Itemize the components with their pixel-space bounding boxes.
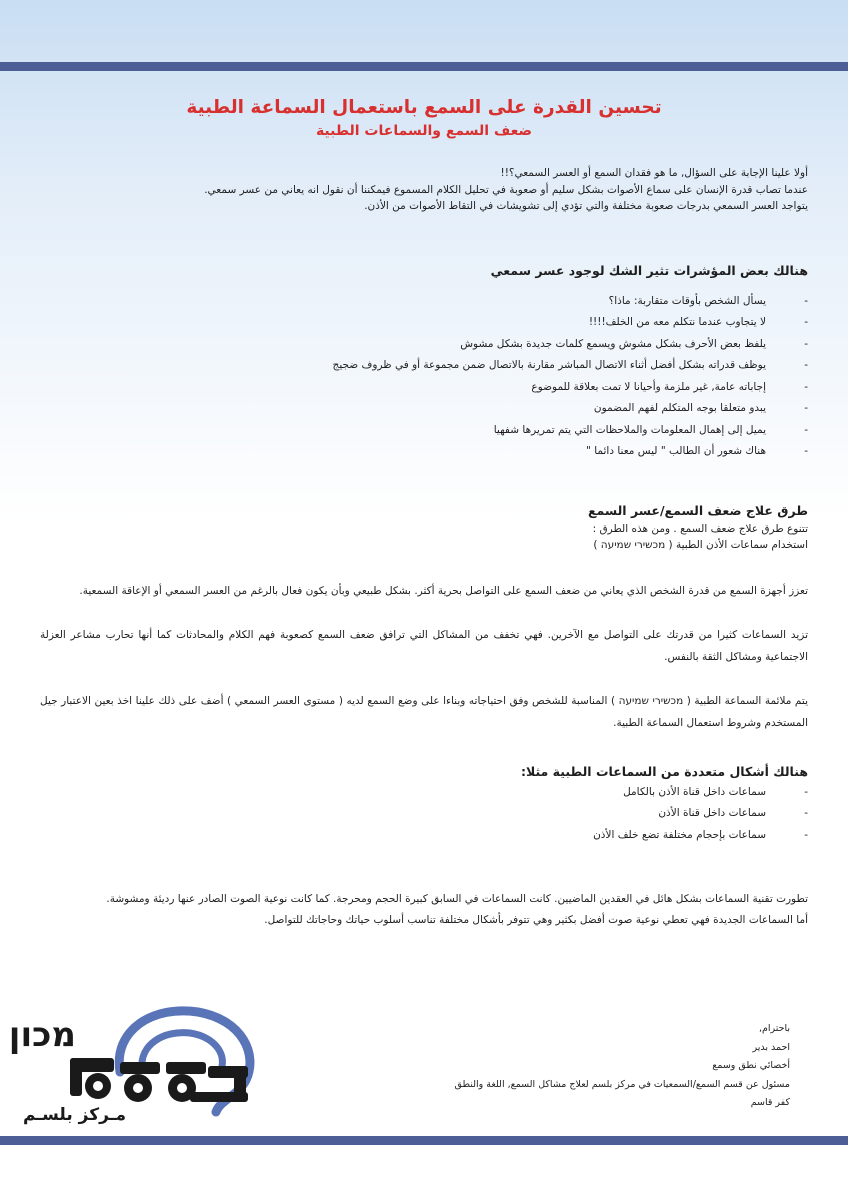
bottom-accent-bar (0, 1136, 848, 1145)
treatment-section (40, 501, 808, 734)
treatment-paragraph: يتم ملائمة السماعة الطبية ( מכשירי שמיעה ) المناسبة للشخص وفق احتياجاته وبناءا على وضع السمع لديه ( مستوى العسر السمعي ) أضف على ذلك علينا اخذ بعين الاعتبار جيل المستخدم وشروط استعمال السماعة الطبية. (40, 694, 808, 729)
balsam-center-logo (8, 1000, 268, 1125)
intro-line: أولا علينا الإجابة على السؤال, ما هو فقدان السمع أو العسر السمعي؟!! (500, 167, 808, 179)
page-subtitle: ضعف السمع والسماعات الطبية (315, 123, 533, 139)
list-item: - إجاباته عامة, غير ملزمة وأحيانا لا تمت بعلاقة للموضوع (40, 377, 808, 399)
intro-line: عندما تصاب قدرة الإنسان على سماع الأصوات بشكل سليم أو صعوبة في تحليل الكلام المسموع فيمكننا أن نقول انه يعاني من عسر سمعي. (204, 183, 808, 196)
list-item: - سماعات داخل قناة الأذن بالكامل (40, 782, 808, 804)
intro-section (40, 165, 808, 215)
treatment-paragraph: تعزز أجهزة السمع من قدرة الشخص الذي يعاني من ضعف السمع على التواصل بحرية أكثر. بشكل طبيعي وبأن يكون فعال بالرغم من العسر السمعي أو الإعاقة السمعية. (79, 584, 808, 597)
logo-hebrew-text: מכון (8, 1015, 76, 1055)
types-heading: هنالك أشكال متعددة من السماعات الطبية مثلا: (520, 763, 808, 779)
closing-paragraph: تطورت تقنية السماعات بشكل هائل في العقدين الماضيين. كانت السماعات في السابق كبيرة الحجم ومحرجة. كما كانت نوعية الصوت الصادر عنها ردیئة ومشوشة. (106, 893, 808, 905)
indicators-section (40, 261, 808, 463)
signature-block (300, 1020, 790, 1113)
list-item: - يبدو متعلقا بوجه المتكلم لفهم المضمون (40, 398, 808, 420)
treatment-paragraph: تزيد السماعات كثيرا من قدرتك على التواصل مع الآخرين. فهي تخفف من المشاكل التي ترافق ضعف السمع كصعوبة فهم الكلام والمحادثات كما أنها تحارب مشاعر العزلة الاجتماعية ومشاكل الثقة بالنفس. (40, 628, 808, 663)
list-item: - لا يتجاوب عندما نتكلم معه من الخلف!!!! (40, 312, 808, 334)
signature-line: أخصائي نطق وسمع (712, 1060, 790, 1071)
signature-line: باحترام, (758, 1023, 790, 1034)
types-list (40, 782, 808, 847)
top-accent-bar (0, 62, 848, 71)
list-item: - سماعات بإحجام مختلفة تضع خلف الأذن (40, 825, 808, 847)
treatment-line: استخدام سماعات الأذن الطبية ( מכשירי שמיעה ) (593, 539, 808, 551)
list-item: - سماعات داخل قناة الأذن (40, 803, 808, 825)
document-body (40, 95, 808, 930)
types-section (40, 762, 808, 847)
logo-arabic-text: مـركز بلسـم (22, 1105, 126, 1125)
intro-line: يتواجد العسر السمعي بدرجات صعوبة مختلفة والتي تؤدي إلى تشويشات في التقاط الأصوات من الأذن. (364, 200, 808, 212)
signature-line: كفر قاسم (750, 1097, 790, 1108)
list-item: - يميل إلى إهمال المعلومات والملاحظات التي يتم تمريرها شفهيا (40, 420, 808, 442)
list-item: - هناك شعور أن الطالب " ليس معنا دائما " (40, 441, 808, 463)
list-item: - يلفظ بعض الأحرف بشكل مشوش ويسمع كلمات جديدة بشكل مشوش (40, 334, 808, 356)
closing-paragraph: أما السماعات الجديدة فهي تعطي نوعية صوت أفضل بكثير وهي تتوفر بأشكال مختلفة تناسب أسلوب حياتك وحاجاتك للتواصل. (264, 914, 808, 926)
closing-section (40, 888, 808, 930)
treatment-line: تتنوع طرق علاج ضعف السمع . ومن هذه الطرق : (592, 522, 808, 535)
signature-line: مسئول عن قسم السمع/السمعيات في مركز بلسم لعلاج مشاكل السمع, اللغة والنطق (454, 1078, 790, 1090)
list-item: - يسأل الشخص بأوقات متقاربة: ماذا؟ (40, 291, 808, 313)
treatment-heading: طرق علاج ضعف السمع/عسر السمع (587, 502, 808, 518)
list-item: - يوظف قدراته بشكل أفضل أثناء الاتصال المباشر مقارنة بالاتصال ضمن مجموعة أو في ظروف ضجيج (40, 355, 808, 377)
indicators-heading: هنالك بعض المؤشرات تثير الشك لوجود عسر سمعي (490, 262, 808, 278)
indicators-list (40, 291, 808, 463)
signature-line: احمد بدير (752, 1041, 790, 1053)
page-title: تحسين القدرة على السمع باستعمال السماعة الطبية (186, 97, 662, 118)
